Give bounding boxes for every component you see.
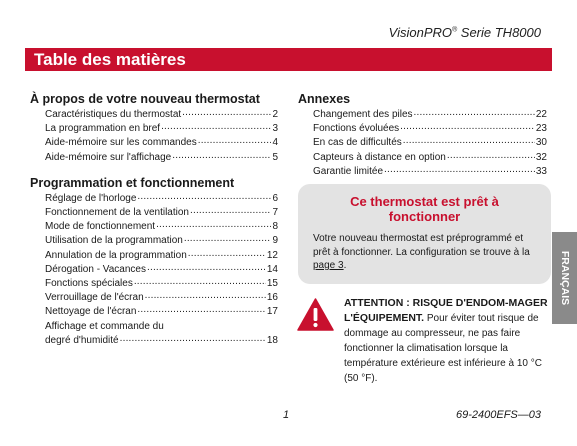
toc-entry-label: Fonctions évoluées: [313, 123, 400, 135]
toc-entry-label: Verrouillage de l'écran: [45, 292, 144, 304]
toc-entry-page: 9: [272, 235, 278, 247]
toc-entry[interactable]: [30, 305, 278, 319]
toc-entry-page: 3: [272, 123, 278, 135]
leader-dots: [190, 204, 271, 218]
leader-dots: [198, 134, 272, 148]
leader-dots: [447, 149, 535, 163]
leader-dots: [156, 218, 271, 232]
toc-entry-page: 33: [535, 165, 547, 177]
page-3-link[interactable]: page 3: [313, 260, 344, 271]
document-header: [389, 25, 541, 40]
toc-banner: [25, 48, 552, 71]
callout-title-line2: fonctionner: [388, 209, 461, 224]
document-code: 69-2400EFS—03: [456, 409, 541, 421]
toc-entry-label: Fonctions spéciales: [45, 278, 133, 290]
callout-body: [313, 232, 533, 273]
section-title-programming: Programmation et fonctionnement: [30, 175, 235, 190]
toc-entry-label: Réglage de l'horloge: [45, 192, 137, 204]
toc-entry-label: Changement des piles: [313, 109, 413, 120]
toc-entry-label: Annulation de la programmation: [45, 249, 187, 261]
page-number: 1: [283, 409, 290, 421]
toc-left-column: [30, 92, 278, 348]
toc-entry-page: 8: [272, 221, 278, 233]
toc-entry-label: En cas de difficultés: [313, 137, 402, 149]
toc-list-about: [30, 108, 278, 165]
toc-entry-label: Aide-mémoire sur l'affichage: [45, 151, 172, 163]
section-title-about: À propos de votre nouveau thermostat: [30, 92, 260, 106]
toc-entry-label-line1: Affichage et commande du: [45, 320, 164, 332]
leader-dots: [137, 303, 265, 317]
series-name: Serie TH8000: [457, 25, 541, 40]
toc-entry-page: 2: [272, 109, 278, 120]
toc-entry-page: 22: [535, 109, 547, 120]
toc-entry-label-line2: degré d'humidité: [45, 334, 119, 346]
toc-entry-page: 7: [272, 207, 278, 219]
toc-list-programming: [30, 192, 278, 348]
toc-entry-label: Aide-mémoire sur les commandes: [45, 137, 197, 149]
registered-mark: ®: [452, 26, 458, 34]
leader-dots: [400, 120, 535, 134]
leader-dots: [161, 120, 271, 134]
toc-entry-page: 15: [266, 278, 278, 290]
toc-right-column: [298, 92, 547, 179]
section-title-annexes: Annexes: [298, 92, 351, 106]
leader-dots: [120, 332, 266, 346]
warning-heading: ATTENTION : RISQUE D'ENDOM-MAGER L'ÉQUIPEMENT.: [344, 297, 548, 324]
callout-title-line1: Ce thermostat est prêt à: [350, 194, 499, 209]
toc-entry-label: Mode de fonctionnement: [45, 221, 156, 233]
toc-entry-page: 5: [272, 151, 278, 163]
leader-dots: [145, 289, 266, 303]
toc-entry[interactable]: [30, 151, 278, 165]
toc-entry-label: Fonctionnement de la ventilation: [45, 207, 189, 219]
warning-triangle-icon: [297, 298, 334, 331]
leader-dots: [147, 261, 266, 275]
toc-entry-page: 30: [535, 137, 547, 149]
leader-dots: [384, 163, 535, 177]
leader-dots: [172, 149, 271, 163]
toc-entry-page: 16: [266, 292, 278, 304]
toc-list-annexes: [298, 108, 547, 179]
warning-text: Pour éviter tout risque de dommage au compresseur, ne pas faire fonctionner la climatisation lorsque la température extérieure est inférieure à 10 °C (50 °F).: [344, 313, 542, 384]
leader-dots: [134, 275, 266, 289]
brand-name: VisionPRO: [388, 25, 452, 40]
toc-entry-label: Nettoyage de l'écran: [45, 306, 137, 318]
leader-dots: [184, 232, 272, 246]
leader-dots: [414, 106, 535, 120]
toc-entry-page: 12: [266, 249, 278, 261]
warning-notice: [344, 296, 554, 386]
toc-entry-page: 6: [272, 192, 278, 204]
toc-entry-page: 17: [266, 306, 278, 318]
callout-body-end: .: [343, 260, 347, 271]
toc-entry-label: La programmation en bref: [45, 123, 161, 135]
toc-entry-line2: [45, 334, 278, 348]
language-tab[interactable]: [552, 232, 577, 324]
toc-entry-page: 14: [266, 263, 278, 275]
toc-entry-label: Capteurs à distance en option: [313, 151, 446, 163]
toc-entry[interactable]: [298, 165, 547, 179]
leader-dots: [182, 106, 271, 120]
toc-entry-label: Utilisation de la programmation: [45, 235, 183, 247]
toc-entry-page: 4: [272, 137, 278, 149]
toc-entry-page: 18: [266, 334, 278, 346]
leader-dots: [188, 247, 266, 261]
toc-entry-humidity[interactable]: [30, 320, 278, 348]
toc-entry-label: Caractéristiques du thermostat: [45, 109, 182, 120]
toc-entry-label: Dérogation - Vacances: [45, 263, 146, 275]
toc-entry-page: 23: [535, 123, 547, 135]
toc-entry-page: 32: [535, 151, 547, 163]
language-tab-label: FRANÇAIS: [558, 250, 571, 306]
leader-dots: [403, 134, 535, 148]
callout-body-text: Votre nouveau thermostat est préprogrammé et prêt à fonctionner. La configuration se trouve à la: [313, 233, 530, 258]
toc-entry-label: Garantie limitée: [313, 165, 384, 177]
callout-title: [298, 194, 551, 224]
ready-callout: [298, 184, 551, 284]
leader-dots: [137, 190, 271, 204]
toc-title: Table des matières: [34, 50, 186, 69]
